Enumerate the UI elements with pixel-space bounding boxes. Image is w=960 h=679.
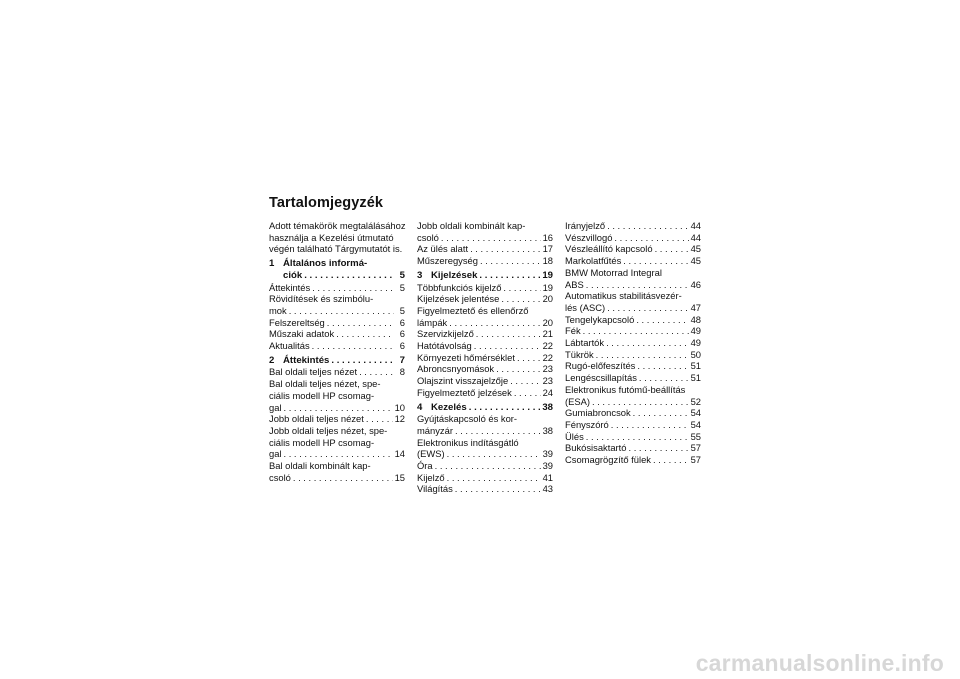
dot-leader — [614, 232, 688, 244]
entry-title-line: Tengelykapcsoló — [565, 313, 635, 325]
entry-page-number: 49 — [690, 325, 701, 337]
entry-page-number: 54 — [690, 407, 701, 419]
entry-title-line: Rövidítések és szimbólu- — [269, 293, 374, 305]
toc-entry[interactable] — [417, 293, 553, 305]
entry-title-line: Ülés — [565, 430, 584, 442]
entry-page-number: 48 — [690, 313, 701, 325]
toc-chapter — [417, 270, 553, 399]
dot-leader — [284, 402, 393, 414]
toc-entry[interactable] — [269, 282, 405, 294]
dot-leader — [586, 279, 689, 291]
entry-title-line: Bal oldali teljes nézet, spe- — [269, 378, 381, 390]
entry-title-line: mok — [269, 304, 287, 316]
entry-title-line: Jobb oldali teljes nézet — [269, 413, 364, 425]
toc-entry[interactable] — [417, 375, 553, 387]
toc-entry[interactable] — [269, 366, 405, 378]
toc-entry[interactable] — [565, 431, 701, 443]
entry-page-number: 6 — [399, 340, 405, 352]
dot-leader — [514, 387, 541, 399]
entry-title-line: Felszereltség — [269, 316, 325, 328]
entry-title-line: csoló — [417, 231, 439, 243]
toc-entry[interactable] — [565, 360, 701, 372]
entry-page-number: 55 — [690, 430, 701, 442]
toc-entry[interactable] — [417, 220, 553, 243]
entry-page-number: 17 — [542, 243, 553, 255]
entry-page-number: 39 — [542, 460, 553, 472]
entry-title-line: ABS — [565, 278, 584, 290]
entry-title-line: Irányjelző — [565, 220, 606, 231]
dot-leader — [304, 270, 394, 282]
dot-leader — [327, 317, 394, 329]
entry-title-line: Környezeti hőmérséklet — [417, 351, 515, 363]
entry-title-line: csoló — [269, 471, 291, 483]
entry-page-number: 41 — [542, 471, 553, 483]
toc-column-body — [417, 220, 553, 495]
toc-entry[interactable] — [417, 305, 553, 328]
chapter-heading[interactable] — [417, 270, 553, 282]
chapter-page-number: 7 — [399, 354, 405, 366]
chapter-title-line: Kezelés — [431, 401, 467, 413]
entry-title-line: Többfunkciós kijelző — [417, 281, 502, 293]
dot-leader — [447, 472, 541, 484]
entry-title-line: BMW Motorrad Integral — [565, 266, 662, 278]
dot-leader — [284, 448, 393, 460]
entry-page-number: 45 — [690, 243, 701, 255]
dot-leader — [479, 270, 540, 282]
chapter-title-line: ciók — [283, 269, 303, 281]
dot-leader — [653, 454, 689, 466]
toc-entry[interactable] — [417, 255, 553, 267]
chapter-heading[interactable] — [269, 355, 405, 367]
toc-entry[interactable] — [565, 454, 701, 466]
dot-leader — [623, 255, 688, 267]
entry-title-line: Elektronikus futómű-beállítás — [565, 383, 686, 395]
entry-title-line: Gumiabroncsok — [565, 407, 631, 419]
chapter-title-line: Kijelzések — [431, 269, 478, 281]
toc-entry[interactable] — [565, 267, 701, 290]
entry-title-line: Az ülés alatt — [417, 243, 469, 255]
entry-title-line: Abroncsnyomások — [417, 363, 495, 375]
entry-title-line: Szervizkijelző — [417, 328, 474, 340]
page-title: Tartalomjegyzék — [269, 195, 384, 211]
dot-leader — [312, 282, 394, 294]
toc-entry[interactable] — [565, 290, 701, 313]
entry-page-number: 14 — [394, 448, 405, 460]
entry-title-line: gal — [269, 401, 282, 413]
dot-leader — [331, 355, 394, 367]
dot-leader — [455, 483, 541, 495]
toc-entry[interactable] — [269, 317, 405, 329]
entry-page-number: 15 — [394, 471, 405, 483]
chapter-title-line: Áttekintés — [283, 354, 330, 366]
entry-title-line: Bal oldali teljes nézet — [269, 366, 358, 378]
entry-page-number: 20 — [542, 293, 553, 305]
dot-leader — [637, 360, 688, 372]
entry-page-number: 16 — [542, 231, 553, 243]
toc-entry[interactable] — [269, 425, 405, 460]
entry-title-line: Bukósisaktartó — [565, 442, 627, 454]
dot-leader — [293, 472, 393, 484]
entry-title-line: Hatótávolság — [417, 340, 472, 352]
entry-page-number: 8 — [399, 366, 405, 378]
entry-page-number: 43 — [542, 483, 553, 495]
dot-leader — [474, 340, 541, 352]
toc-chapter — [269, 258, 405, 352]
dot-leader — [336, 328, 394, 340]
entry-page-number: 52 — [690, 395, 701, 407]
chapter-number: 2 — [269, 354, 275, 366]
toc-column-3 — [565, 220, 701, 468]
entry-page-number: 24 — [542, 386, 553, 398]
dot-leader — [510, 375, 540, 387]
entry-page-number: 46 — [690, 278, 701, 290]
entry-title-line: Jobb oldali teljes nézet, spe- — [269, 424, 388, 436]
toc-entry[interactable] — [417, 352, 553, 364]
toc-entry[interactable] — [565, 314, 701, 326]
toc-entry[interactable] — [269, 378, 405, 413]
dot-leader — [447, 448, 541, 460]
entry-title-line: (ESA) — [565, 395, 591, 407]
entry-title-line: Elektronikus indításgátló — [417, 436, 519, 448]
dot-leader — [629, 442, 689, 454]
toc-entry[interactable] — [269, 293, 405, 316]
entry-page-number: 22 — [542, 351, 553, 363]
entry-page-number: 5 — [399, 281, 405, 293]
dot-leader — [596, 349, 689, 361]
chapter-number: 4 — [417, 401, 423, 413]
toc-entry[interactable] — [417, 387, 553, 399]
toc-entry[interactable] — [417, 472, 553, 484]
toc-entry[interactable] — [565, 384, 701, 407]
entry-title-line: Bal oldali kombinált kap- — [269, 460, 371, 472]
toc-entry[interactable] — [565, 232, 701, 244]
entry-page-number: 44 — [690, 220, 701, 231]
dot-leader — [480, 255, 541, 267]
dot-leader — [455, 425, 541, 437]
entry-title-line: Markolatfűtés — [565, 255, 622, 267]
entry-page-number: 51 — [690, 360, 701, 372]
dot-leader — [435, 460, 541, 472]
toc-entry[interactable] — [565, 349, 701, 361]
toc-entry[interactable] — [269, 413, 405, 425]
entry-title-line: Vészleállító kapcsoló — [565, 243, 653, 255]
toc-entry[interactable] — [565, 372, 701, 384]
toc-entry[interactable] — [269, 340, 405, 352]
chapter-title-line: Általános informá- — [283, 258, 368, 270]
dot-leader — [503, 282, 540, 294]
dot-leader — [289, 305, 394, 317]
entry-title-line: Olajszint visszajelzője — [417, 375, 509, 387]
entry-title-line: Kijelzések jelentése — [417, 293, 500, 305]
entry-title-line: Világítás — [417, 483, 453, 495]
entry-title-line: Áttekintés — [269, 281, 311, 293]
entry-title-line: Fék — [565, 325, 581, 337]
chapter-heading[interactable] — [269, 258, 405, 281]
entry-title-line: Figyelmeztető és ellenőrző — [417, 304, 529, 316]
entry-title-line: lámpák — [417, 316, 448, 328]
entry-page-number: 44 — [690, 231, 701, 243]
intro-text — [269, 220, 405, 255]
dot-leader — [611, 419, 689, 431]
entry-title-line: (EWS) — [417, 448, 445, 460]
entry-page-number: 5 — [399, 304, 405, 316]
toc-entry[interactable] — [417, 328, 553, 340]
entry-title-line: Kijelző — [417, 471, 445, 483]
toc-entry[interactable] — [417, 363, 553, 375]
chapter-number: 3 — [417, 269, 423, 281]
toc-entry[interactable] — [417, 243, 553, 255]
dot-leader — [441, 232, 541, 244]
dot-leader — [583, 325, 689, 337]
toc-entry[interactable] — [269, 460, 405, 483]
entry-page-number: 12 — [394, 413, 405, 425]
entry-title-line: Aktualitás — [269, 340, 310, 352]
entry-page-number: 18 — [542, 255, 553, 267]
toc-entry[interactable] — [417, 437, 553, 460]
dot-leader — [606, 337, 688, 349]
dot-leader — [366, 413, 393, 425]
dot-leader — [607, 220, 688, 232]
toc-entry[interactable] — [565, 255, 701, 267]
entry-page-number: 49 — [690, 337, 701, 349]
toc-chapter — [417, 402, 553, 496]
entry-page-number: 51 — [690, 372, 701, 384]
toc-entry[interactable] — [417, 282, 553, 294]
entry-title-line: Jobb oldali kombinált kap- — [417, 220, 526, 231]
entry-title-line: lés (ASC) — [565, 301, 606, 313]
toc-column-body — [269, 258, 405, 483]
toc-chapter — [565, 220, 701, 466]
toc-chapter — [417, 220, 553, 267]
entry-page-number: 45 — [690, 255, 701, 267]
entry-title-line: Tükrök — [565, 348, 594, 360]
intro-line: végén található Tárgymutatót is. — [269, 243, 403, 255]
chapter-heading[interactable] — [417, 402, 553, 414]
dot-leader — [636, 314, 688, 326]
dot-leader — [470, 243, 540, 255]
entry-page-number: 23 — [542, 363, 553, 375]
entry-title-line: Gyújtáskapcsoló és kor- — [417, 413, 518, 425]
entry-title-line: Csomagrögzítő fülek — [565, 454, 651, 466]
entry-title-line: ciális modell HP csomag- — [269, 436, 375, 448]
dot-leader — [312, 340, 394, 352]
chapter-number: 1 — [269, 258, 275, 270]
intro-line: Adott témakörök megtalálásához — [269, 220, 406, 231]
entry-page-number: 10 — [394, 401, 405, 413]
entry-page-number: 6 — [399, 328, 405, 340]
entry-title-line: ciális modell HP csomag- — [269, 389, 375, 401]
entry-title-line: Fényszóró — [565, 418, 609, 430]
dot-leader — [517, 352, 541, 364]
dot-leader — [586, 431, 689, 443]
chapter-page-number: 5 — [399, 269, 405, 281]
dot-leader — [633, 407, 689, 419]
dot-leader — [359, 366, 394, 378]
entry-title-line: Lengéscsillapítás — [565, 372, 637, 384]
entry-page-number: 39 — [542, 448, 553, 460]
dot-leader — [607, 302, 688, 314]
entry-page-number: 57 — [690, 454, 701, 466]
dot-leader — [655, 243, 689, 255]
entry-page-number: 50 — [690, 348, 701, 360]
entry-page-number: 54 — [690, 418, 701, 430]
entry-page-number: 20 — [542, 316, 553, 328]
entry-title-line: Figyelmeztető jelzések — [417, 386, 512, 398]
toc-entry[interactable] — [565, 407, 701, 419]
entry-page-number: 57 — [690, 442, 701, 454]
toc-entry[interactable] — [417, 340, 553, 352]
toc-entry[interactable] — [417, 460, 553, 472]
toc-entry[interactable] — [565, 337, 701, 349]
toc-column-1 — [269, 220, 405, 485]
toc-entry[interactable] — [565, 442, 701, 454]
dot-leader — [476, 328, 541, 340]
entry-page-number: 22 — [542, 340, 553, 352]
entry-title-line: gal — [269, 448, 282, 460]
entry-title-line: Lábtartók — [565, 337, 605, 349]
toc-column-2 — [417, 220, 553, 497]
toc-entry[interactable] — [565, 220, 701, 232]
chapter-page-number: 38 — [542, 401, 553, 413]
toc-entry[interactable] — [565, 419, 701, 431]
toc-entry[interactable] — [565, 243, 701, 255]
intro-line: használja a Kezelési útmutató — [269, 231, 394, 243]
dot-leader — [501, 293, 540, 305]
entry-title-line: Műszaki adatok — [269, 328, 335, 340]
toc-entry[interactable] — [269, 328, 405, 340]
chapter-page-number: 19 — [542, 269, 553, 281]
dot-leader — [592, 396, 689, 408]
toc-entry[interactable] — [417, 483, 553, 495]
dot-leader — [449, 317, 540, 329]
entry-page-number: 23 — [542, 375, 553, 387]
dot-leader — [469, 402, 541, 414]
entry-title-line: mányzár — [417, 424, 453, 436]
entry-title-line: Műszeregység — [417, 255, 478, 267]
entry-page-number: 47 — [690, 301, 701, 313]
toc-chapter — [269, 355, 405, 484]
toc-entry[interactable] — [417, 413, 553, 436]
entry-title-line: Vészvillogó — [565, 231, 613, 243]
entry-page-number: 38 — [542, 424, 553, 436]
entry-title-line: Automatikus stabilitásvezér- — [565, 290, 682, 302]
entry-page-number: 6 — [399, 316, 405, 328]
toc-column-body — [565, 220, 701, 466]
dot-leader — [639, 372, 689, 384]
toc-entry[interactable] — [565, 325, 701, 337]
entry-page-number: 19 — [542, 281, 553, 293]
watermark: carmanualsonline.info — [695, 650, 944, 676]
dot-leader — [496, 363, 540, 375]
entry-title-line: Rugó-előfeszítés — [565, 360, 636, 372]
entry-page-number: 21 — [542, 328, 553, 340]
entry-title-line: Óra — [417, 460, 433, 472]
